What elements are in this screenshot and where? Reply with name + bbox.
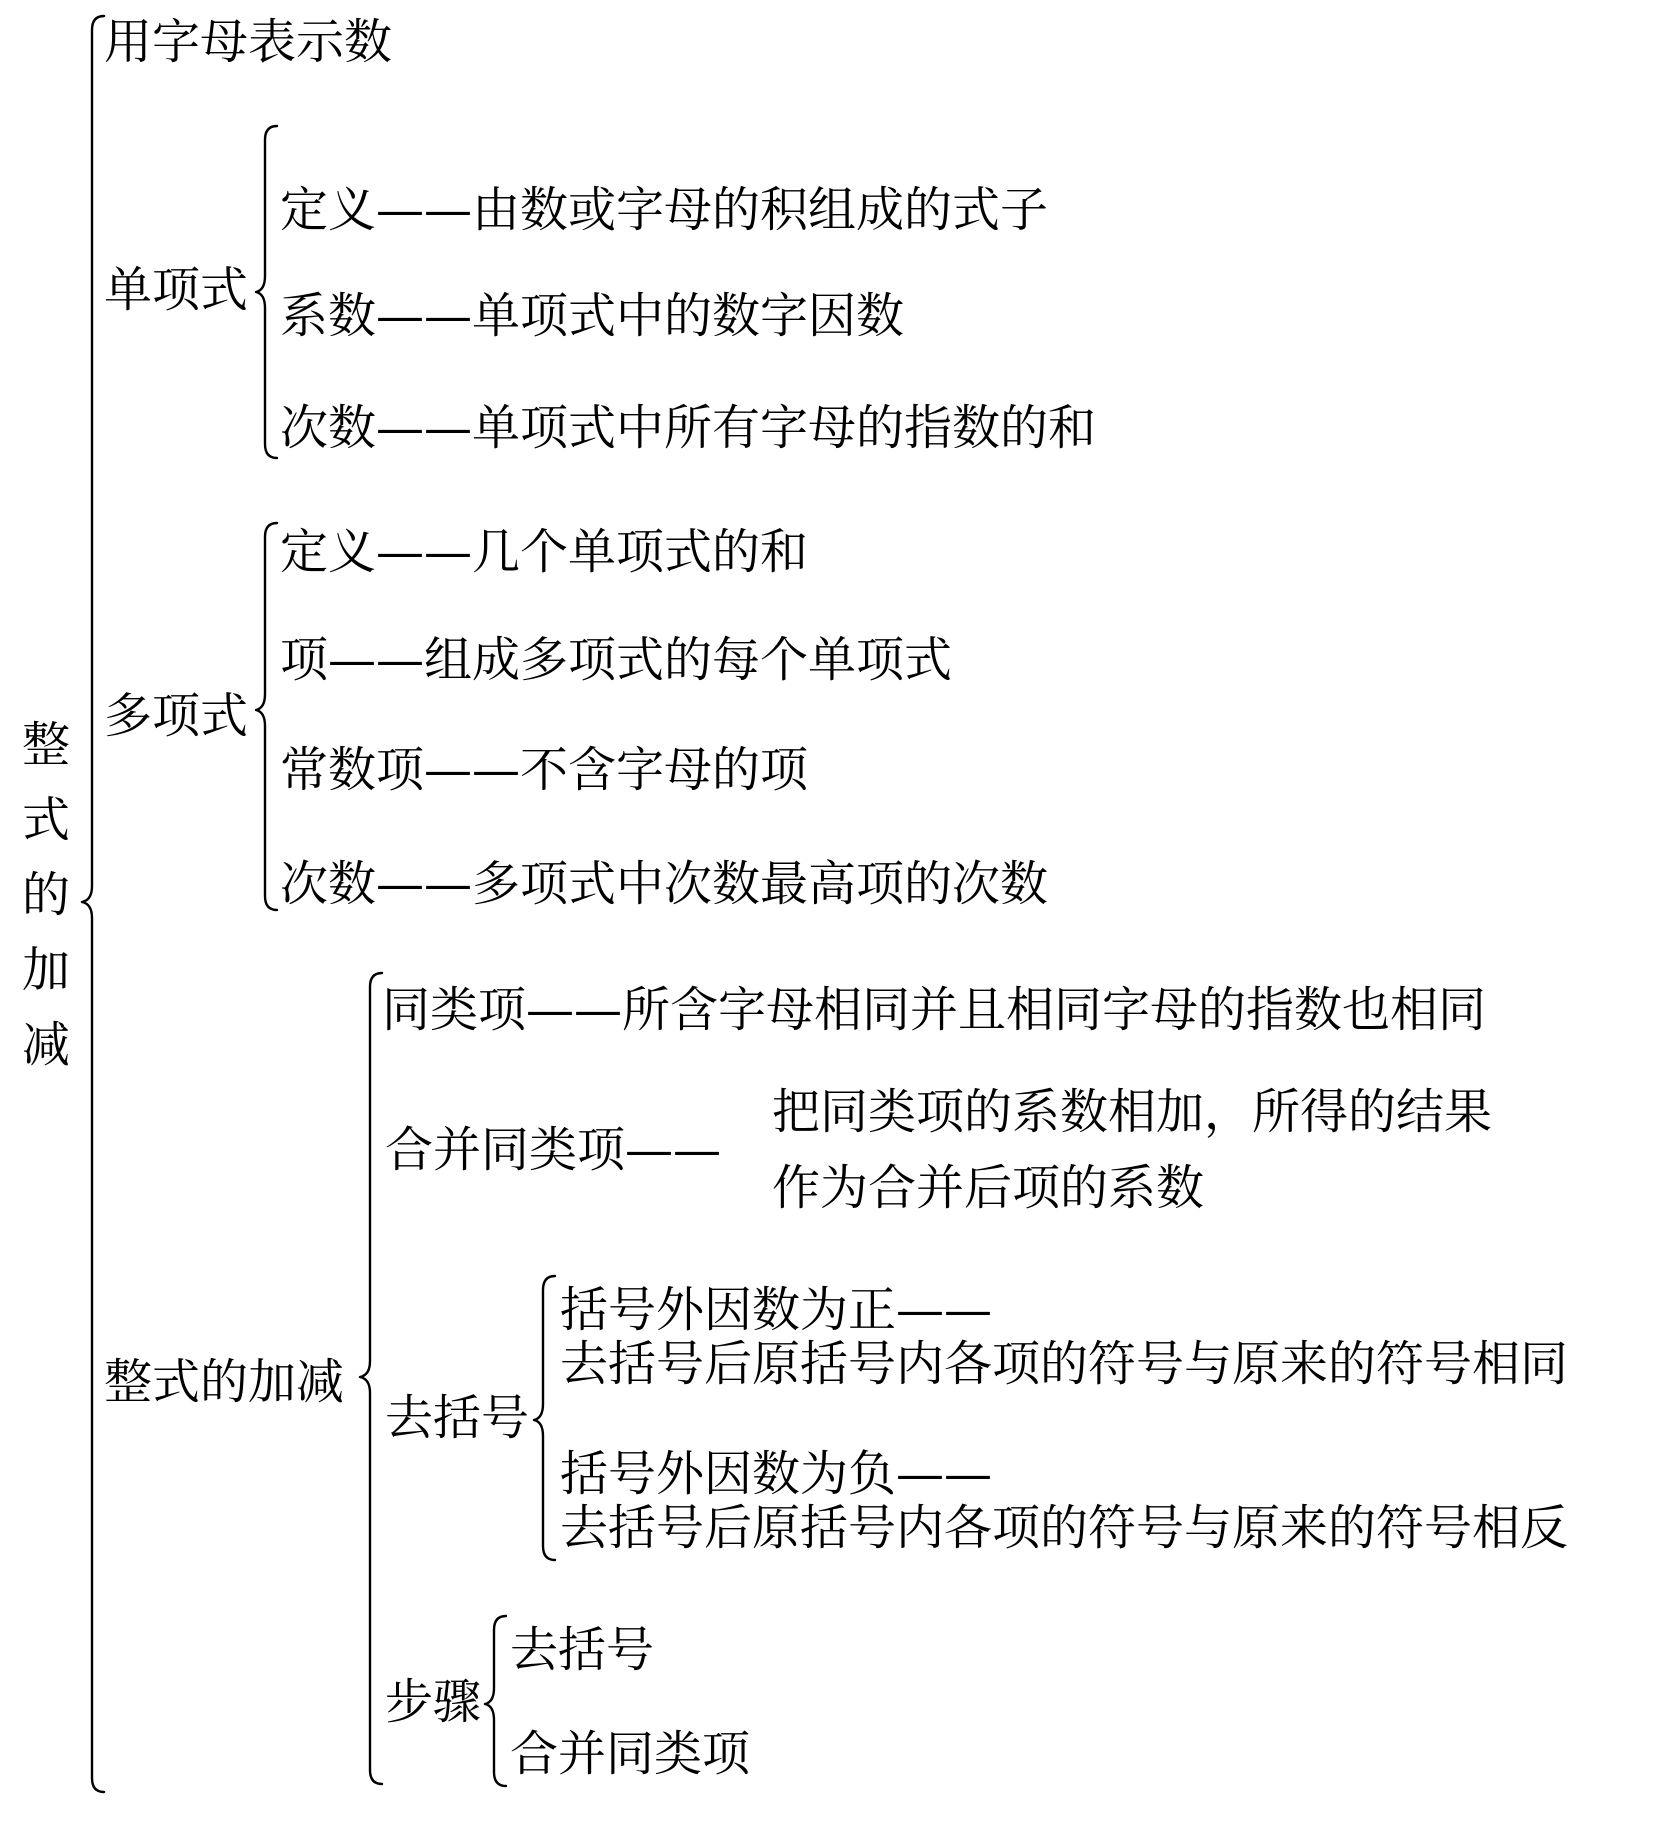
like-terms-definition: 同类项——所含字母相同并且相同字母的指数也相同 xyxy=(382,982,1487,1038)
addsub-brace xyxy=(360,973,382,1784)
step-remove-brackets: 去括号 xyxy=(510,1622,655,1678)
combine-like-terms-label: 合并同类项—— xyxy=(385,1122,722,1178)
root-title xyxy=(18,708,74,1082)
root-char: 减 xyxy=(21,1016,70,1073)
remove-brackets-positive-line2: 去括号后原括号内各项的符号与原来的符号相同 xyxy=(560,1336,1569,1392)
remove-brackets-positive-line1: 括号外因数为正—— xyxy=(560,1282,993,1338)
monomial-coefficient: 系数——单项式中的数字因数 xyxy=(280,288,905,344)
steps-brace xyxy=(485,1616,506,1786)
step-combine-like-terms: 合并同类项 xyxy=(510,1726,751,1782)
remove-brackets-brace xyxy=(534,1276,555,1560)
root-char: 整 xyxy=(21,717,70,773)
monomial-brace xyxy=(256,126,277,458)
combine-like-terms-line2: 作为合并后项的系数 xyxy=(772,1160,1205,1216)
monomial-degree: 次数——单项式中所有字母的指数的和 xyxy=(280,400,1097,456)
polynomial-definition: 定义——几个单项式的和 xyxy=(280,524,809,580)
root-brace xyxy=(82,16,104,1792)
node-letters-represent-numbers: 用字母表示数 xyxy=(104,14,393,70)
root-char: 加 xyxy=(21,941,70,998)
polynomial-constant-term: 常数项——不含字母的项 xyxy=(280,742,809,798)
remove-brackets-negative-line1: 括号外因数为负—— xyxy=(560,1446,993,1502)
remove-brackets-label: 去括号 xyxy=(385,1390,530,1446)
polynomial-brace xyxy=(256,523,277,910)
root-char: 式 xyxy=(21,791,70,848)
node-addition-subtraction: 整式的加减 xyxy=(104,1354,345,1410)
monomial-definition: 定义——由数或字母的积组成的式子 xyxy=(280,182,1049,238)
node-monomial: 单项式 xyxy=(104,262,249,318)
root-char: 的 xyxy=(21,866,70,923)
node-polynomial: 多项式 xyxy=(104,688,249,744)
combine-like-terms-line1: 把同类项的系数相加，所得的结果 xyxy=(772,1084,1493,1140)
polynomial-degree: 次数——多项式中次数最高项的次数 xyxy=(280,856,1049,912)
remove-brackets-negative-line2: 去括号后原括号内各项的符号与原来的符号相反 xyxy=(560,1500,1569,1556)
polynomial-term: 项——组成多项式的每个单项式 xyxy=(280,632,953,688)
steps-label: 步骤 xyxy=(385,1674,482,1730)
